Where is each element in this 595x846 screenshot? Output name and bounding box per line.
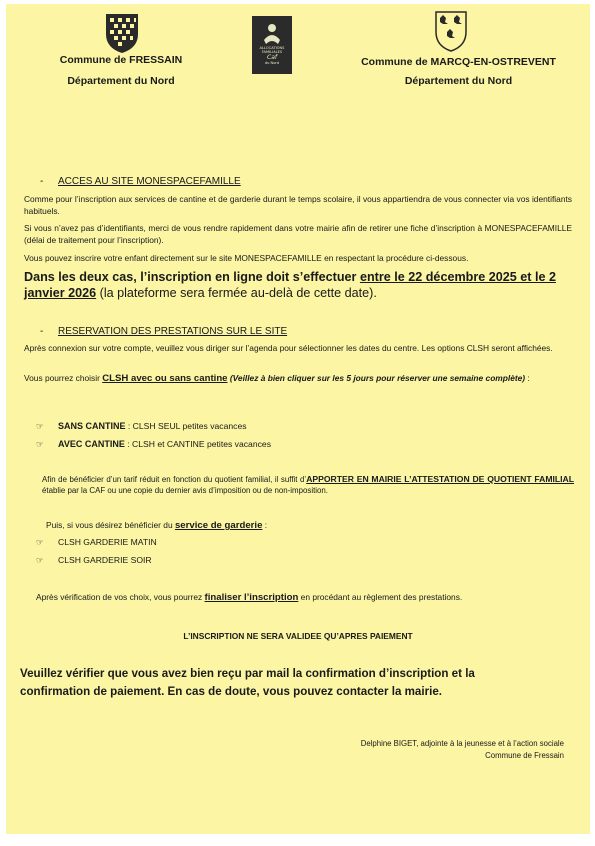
garderie-emphasis: service de garderie bbox=[174, 520, 263, 531]
left-commune: Commune de FRESSAIN bbox=[59, 54, 183, 66]
caf-logo-text bbox=[252, 46, 292, 66]
option1-text: : CLSH SEUL petites vacances bbox=[125, 421, 247, 431]
garderie-soir bbox=[36, 555, 152, 566]
option2-text: : CLSH et CANTINE petites vacances bbox=[124, 439, 271, 449]
caf-text-line3: Caf bbox=[267, 54, 277, 62]
finalize-lead: Après vérification de vos choix, vous pourrez bbox=[36, 592, 205, 602]
signature-block bbox=[256, 738, 564, 761]
fressain-crest-icon bbox=[104, 12, 140, 54]
section2-title-row bbox=[40, 326, 287, 337]
section1-p1: Comme pour l’inscription aux services de cantine et de garderie durant le temps scolaire, il vous appartiendra de vous connecter via vos identifiants habituels. bbox=[24, 194, 572, 216]
garderie-lead: Puis, si vous désirez bénéficier du bbox=[46, 520, 175, 530]
section1-deadline bbox=[24, 269, 574, 301]
qf-lead: Afin de bénéficier d’un tarif réduit en fonction du quotient familial, il suffit d’ bbox=[42, 475, 307, 484]
final-message: Veuillez vérifier que vous avez bien reçu par mail la confirmation d’inscription et la confirmation de paiement. En cas de doute, vous pouvez contacter la mairie. bbox=[20, 667, 475, 698]
document-page bbox=[6, 4, 590, 834]
option-avec-cantine bbox=[36, 439, 271, 450]
choice-colon: : bbox=[525, 373, 530, 383]
option2-label: AVEC CANTINE bbox=[58, 439, 125, 449]
section2-p3 bbox=[42, 474, 574, 496]
marcq-crest-icon bbox=[434, 10, 468, 52]
section2-p5 bbox=[36, 592, 576, 604]
pointing-hand-icon: ☞ bbox=[36, 537, 44, 547]
caf-text-line2: FAMILIALES bbox=[261, 50, 283, 55]
caf-text-line4: du Nord bbox=[264, 61, 280, 66]
finalize-emphasis: finaliser l’inscription bbox=[204, 592, 299, 603]
caf-text-line1: ALLOCATIONS bbox=[259, 46, 285, 50]
section1-title-row bbox=[40, 176, 241, 187]
signature-commune: Commune de Fressain bbox=[485, 750, 564, 760]
deadline-lead: Dans les deux cas, l’inscription en ligne doit s’effectuer bbox=[24, 270, 360, 284]
option1-label: SANS CANTINE bbox=[58, 421, 126, 431]
deadline-note: (la plateforme sera fermée au-delà de cette date). bbox=[96, 286, 377, 300]
choice-note: (Veillez à bien cliquer sur les 5 jours pour réserver une semaine complète) bbox=[227, 373, 526, 383]
choice-lead: Vous pourrez choisir bbox=[24, 373, 103, 383]
section1-p3: Vous pouvez inscrire votre enfant directement sur le site MONESPACEFAMILLE en respectant la procédure ci-dessous. bbox=[24, 253, 469, 263]
qf-emphasis: APPORTER EN MAIRIE L’ATTESTATION DE QUOTIENT FAMILIAL bbox=[306, 474, 574, 484]
garderie-matin-text: CLSH GARDERIE MATIN bbox=[58, 537, 157, 547]
section1-title: ACCES AU SITE MONESPACEFAMILLE bbox=[58, 176, 241, 187]
payment-notice: L’INSCRIPTION NE SERA VALIDEE QU’APRES PAIEMENT bbox=[183, 631, 413, 641]
section2-title: RESERVATION DES PRESTATIONS SUR LE SITE bbox=[58, 326, 288, 337]
qf-tail: établie par la CAF ou une copie du dernier avis d’imposition ou de non-imposition. bbox=[42, 486, 328, 495]
right-commune: Commune de MARCQ-EN-OSTREVENT bbox=[361, 56, 556, 68]
bullet-dash: - bbox=[40, 176, 44, 187]
section2-p4 bbox=[46, 520, 566, 532]
pointing-hand-icon: ☞ bbox=[36, 421, 44, 431]
section1-p2: Si vous n’avez pas d’identifiants, merci de vous rendre rapidement dans votre mairie afin de retirer une fiche d’inscription à MONESPACEFAMILLE (délai de traitement pour l’inscription). bbox=[24, 223, 572, 245]
section2-p1: Après connexion sur votre compte, veuillez vous diriger sur l’agenda pour sélectionner les dates du centre. Les options CLSH seront affichées. bbox=[24, 343, 553, 353]
garderie-matin bbox=[36, 537, 157, 548]
garderie-colon: : bbox=[262, 520, 268, 530]
left-department: Département du Nord bbox=[67, 75, 175, 87]
finalize-tail: en procédant au règlement des prestations. bbox=[298, 592, 463, 602]
bullet-dash: - bbox=[40, 326, 44, 337]
choice-option: CLSH avec ou sans cantine bbox=[102, 373, 228, 384]
deadline-dates: entre le 22 décembre 2025 et le 2 janvier 2026 bbox=[24, 270, 556, 300]
pointing-hand-icon: ☞ bbox=[36, 439, 44, 449]
section2-p2 bbox=[24, 373, 572, 385]
pointing-hand-icon: ☞ bbox=[36, 555, 44, 565]
right-department: Département du Nord bbox=[404, 75, 513, 87]
option-sans-cantine bbox=[36, 421, 247, 432]
garderie-soir-text: CLSH GARDERIE SOIR bbox=[58, 555, 152, 565]
signature-name: Delphine BIGET, adjointe à la jeunesse et à l’action sociale bbox=[360, 739, 564, 748]
